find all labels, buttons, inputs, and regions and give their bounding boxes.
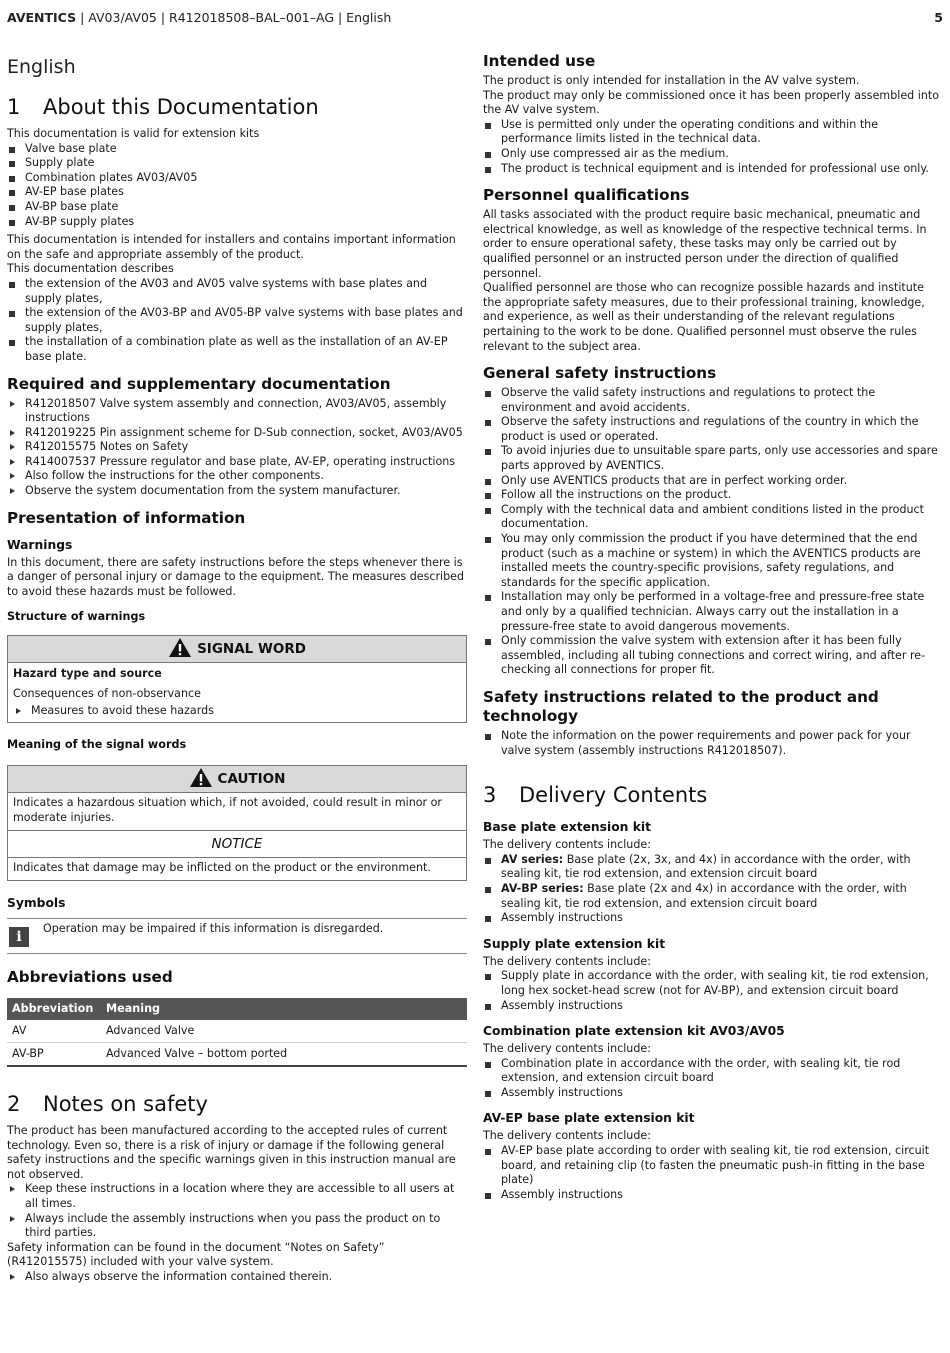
minor-heading: Meaning of the signal words xyxy=(7,738,187,752)
paragraph: This documentation describes xyxy=(7,262,174,276)
list-item: AV-BP supply plates xyxy=(7,215,467,230)
chapter-title: Delivery Contents xyxy=(519,783,708,808)
section-heading: General safety instructions xyxy=(483,364,717,383)
list-item: Assembly instructions xyxy=(483,1188,943,1203)
paragraph: Qualified personnel are those who can recognize possible hazards and institute the appropriate safety measures, due to their professional training, knowledge, and experience, as well as their understanding of the relevant regulations pertaining to the work to be done. Qualified personnel must observe the rules relevant to the subject area. xyxy=(483,281,925,353)
list-item: To avoid injuries due to unsuitable spare parts, only use accessories and spare parts approved by AVENTICS. xyxy=(483,444,943,473)
consequences-text: Consequences of non-observance xyxy=(13,687,201,701)
required-docs-list xyxy=(7,397,467,499)
section-heading: Presentation of information xyxy=(7,508,246,527)
signal-word-label: SIGNAL WORD xyxy=(197,641,306,658)
list-item: Supply plate in accordance with the order, with sealing kit, tie rod extension, long hex socket-head screw (not for AV-BP), and extension circuit board xyxy=(483,969,943,998)
list-item: Only commission the valve system with extension after it has been fully assembled, including all tubing connections and correct wiring, and after re-checking all connections for proper fit. xyxy=(483,634,943,678)
chapter-number: 1 xyxy=(7,95,21,119)
table-header-row xyxy=(7,998,467,1020)
paragraph: The delivery contents include: xyxy=(483,954,651,968)
caution-description: Indicates a hazardous situation which, if not avoided, could result in minor or moderate injuries. xyxy=(8,793,466,831)
list-item: Assembly instructions xyxy=(483,911,943,926)
chapter-title: About this Documentation xyxy=(43,95,319,119)
chapter-1-heading xyxy=(7,94,467,120)
signal-words-box xyxy=(7,765,467,881)
brand-name: AVENTICS xyxy=(7,10,77,25)
list-item: The product is technical equipment and is intended for professional use only. xyxy=(483,162,943,177)
kits-list xyxy=(7,142,467,230)
list-item: Observe the system documentation from the system manufacturer. xyxy=(7,484,467,499)
table-row xyxy=(7,1043,467,1067)
list-item: AV-EP base plates xyxy=(7,185,467,200)
section-heading: Intended use xyxy=(483,52,596,70)
subsection-heading: Base plate extension kit xyxy=(483,820,651,835)
paragraph: In this document, there are safety instructions before the steps whenever there is a danger of personal injury or damage to the equipment. The measures described to avoid these hazards must be followed. xyxy=(7,555,465,598)
avep-kit-list xyxy=(483,1144,943,1202)
list-item: Installation may only be performed in a voltage-free and pressure-free state and only by a qualified technician. Always carry out the installation in a pressure-free state to avoid dangerous movements. xyxy=(483,590,943,634)
list-item: Keep these instructions in a location where they are accessible to all users at all times. xyxy=(7,1182,467,1211)
paragraph: All tasks associated with the product require basic mechanical, pneumatic and electrical knowledge, as well as knowledge of the respective technical terms. In order to ensure operational safety, these tasks may only be carried out by qualified personnel or an instructed person under the direction of qualified personnel. xyxy=(483,208,927,280)
series-label: AV series: xyxy=(501,852,564,866)
list-item: the installation of a combination plate as well as the installation of an AV-EP base plate. xyxy=(7,335,467,364)
list-item: the extension of the AV03 and AV05 valve systems with base plates and supply plates, xyxy=(7,277,467,306)
safety-list xyxy=(7,1182,467,1240)
column-header: Abbreviation xyxy=(7,998,101,1020)
general-safety-list xyxy=(483,386,943,678)
chapter-number: 2 xyxy=(7,1092,21,1116)
list-item: Combination plates AV03/AV05 xyxy=(7,171,467,186)
paragraph: The product has been manufactured according to the accepted rules of current technology. Even so, there is a risk of injury or damage if the following general safety instructions and the specific warnings given in this instruction manual are not observed. xyxy=(7,1124,456,1181)
list-item: You may only commission the product if you have determined that the end product (such as a machine or system) in which the AVENTICS products are installed meets the country-specific provisions, safety regulations, and standards for the specific application. xyxy=(483,532,943,590)
subsection-heading: Symbols xyxy=(7,896,66,910)
list-item: Note the information on the power requirements and power pack for your valve system (assembly instructions R412018507). xyxy=(483,729,943,758)
safety-list-last xyxy=(7,1270,467,1285)
list-item: Combination plate in accordance with the order, with sealing kit, tie rod extension, and extension circuit board xyxy=(483,1057,943,1086)
intended-use-list xyxy=(483,118,943,176)
list-item: Also always observe the information contained therein. xyxy=(7,1270,467,1285)
subsection-heading: Supply plate extension kit xyxy=(483,936,666,951)
list-item: Assembly instructions xyxy=(483,999,943,1014)
list-item: Always include the assembly instructions when you pass the product on to third parties. xyxy=(7,1212,467,1241)
list-item: R412015575 Notes on Safety xyxy=(7,440,467,455)
language-heading: English xyxy=(7,56,76,78)
notice-description: Indicates that damage may be inflicted on the product or the environment. xyxy=(13,861,431,875)
combination-kit-list xyxy=(483,1057,943,1101)
series-text: Base plate (2x and 4x) in accordance with the order, with sealing kit, tie rod extension, and extension circuit board xyxy=(501,881,907,910)
table-cell: AV-BP xyxy=(7,1043,101,1067)
paragraph: This documentation is valid for extension kits xyxy=(7,127,260,140)
hazard-type-text: Hazard type and source xyxy=(13,667,162,681)
warning-structure-box xyxy=(7,635,467,723)
list-item xyxy=(483,853,943,882)
paragraph: The product may only be commissioned once it has been properly assembled into the AV valve system. xyxy=(483,88,939,117)
minor-heading: Structure of warnings xyxy=(7,610,146,624)
paragraph: This documentation is intended for installers and contains important information on the safe and appropriate assembly of the product. xyxy=(7,233,456,261)
list-item: Use is permitted only under the operating conditions and within the performance limits listed in the technical data. xyxy=(483,118,943,147)
section-heading: Safety instructions related to the product and technology xyxy=(483,687,879,725)
section-heading: Required and supplementary documentation xyxy=(7,374,391,393)
info-icon: i xyxy=(9,927,29,947)
base-kit-list xyxy=(483,853,943,926)
column-header: Meaning xyxy=(101,998,467,1020)
subsection-heading: Combination plate extension kit AV03/AV05 xyxy=(483,1024,785,1039)
table-row xyxy=(7,1020,467,1043)
section-heading: Abbreviations used xyxy=(7,968,173,986)
list-item: the extension of the AV03-BP and AV05-BP valve systems with base plates and supply plates, xyxy=(7,306,467,335)
warning-triangle-icon xyxy=(168,637,192,658)
list-item: Valve base plate xyxy=(7,142,467,157)
abbreviations-table xyxy=(7,998,467,1067)
warning-triangle-icon xyxy=(189,767,213,788)
list-item: Also follow the instructions for the other components. xyxy=(7,469,467,484)
list-item: Assembly instructions xyxy=(483,1086,943,1101)
symbol-description: Operation may be impaired if this information is disregarded. xyxy=(43,922,384,935)
series-label: AV-BP series: xyxy=(501,881,584,895)
notice-label: NOTICE xyxy=(8,831,466,858)
page-header xyxy=(7,9,943,27)
subsection-heading: Warnings xyxy=(7,537,73,552)
list-item: Supply plate xyxy=(7,156,467,171)
symbol-row xyxy=(7,918,467,954)
list-item: Only use compressed air as the medium. xyxy=(483,147,943,162)
chapter-2-heading xyxy=(7,1091,467,1117)
list-item: R412018507 Valve system assembly and connection, AV03/AV05, assembly instructions xyxy=(7,397,467,426)
list-item: AV-BP base plate xyxy=(7,200,467,215)
table-cell: Advanced Valve – bottom ported xyxy=(101,1043,467,1067)
signal-word-header xyxy=(8,636,466,663)
caution-header xyxy=(8,766,466,793)
caution-label: CAUTION xyxy=(217,771,286,788)
list-item: AV-EP base plate according to order with sealing kit, tie rod extension, circuit board, and retaining clip (to fasten the pneumatic push-in fitting in the base plate) xyxy=(483,1144,943,1188)
supply-kit-list xyxy=(483,969,943,1013)
paragraph: The delivery contents include: xyxy=(483,838,651,852)
series-text: Base plate (2x, 3x, and 4x) in accordance with the order, with sealing kit, tie rod extension, and extension circuit board xyxy=(501,852,911,881)
chapter-3-heading xyxy=(483,782,943,808)
right-column xyxy=(483,52,943,1202)
list-item: R414007537 Pressure regulator and base plate, AV-EP, operating instructions xyxy=(7,455,467,470)
list-item: Observe the safety instructions and regulations of the country in which the product is used or operated. xyxy=(483,415,943,444)
table-cell: AV xyxy=(7,1020,101,1043)
paragraph: Safety information can be found in the document “Notes on Safety” (R412015575) included with your valve system. xyxy=(7,1240,385,1269)
table-cell: Advanced Valve xyxy=(101,1020,467,1043)
list-item: Comply with the technical data and ambient conditions listed in the product documentation. xyxy=(483,503,943,532)
left-column xyxy=(7,52,467,1285)
list-item xyxy=(483,882,943,911)
section-heading: Personnel qualifications xyxy=(483,186,690,205)
paragraph: The delivery contents include: xyxy=(483,1042,651,1056)
paragraph: The delivery contents include: xyxy=(483,1129,651,1143)
list-item: Only use AVENTICS products that are in perfect working order. xyxy=(483,474,943,489)
list-item: Observe the valid safety instructions and regulations to protect the environment and avoid accidents. xyxy=(483,386,943,415)
document-info: | AV03/AV05 | R412018508–BAL–001–AG | English xyxy=(76,10,392,25)
product-safety-list xyxy=(483,729,943,758)
paragraph: The product is only intended for installation in the AV valve system. xyxy=(483,74,860,87)
subsection-heading: AV-EP base plate extension kit xyxy=(483,1111,695,1126)
page-number: 5 xyxy=(934,10,943,25)
list-item: Measures to avoid these hazards xyxy=(13,704,461,719)
describes-list xyxy=(7,277,467,365)
chapter-number: 3 xyxy=(483,783,497,808)
list-item: R412019225 Pin assignment scheme for D-Sub connection, socket, AV03/AV05 xyxy=(7,426,467,441)
measures-list xyxy=(13,704,461,719)
list-item: Follow all the instructions on the product. xyxy=(483,488,943,503)
chapter-title: Notes on safety xyxy=(43,1092,208,1116)
